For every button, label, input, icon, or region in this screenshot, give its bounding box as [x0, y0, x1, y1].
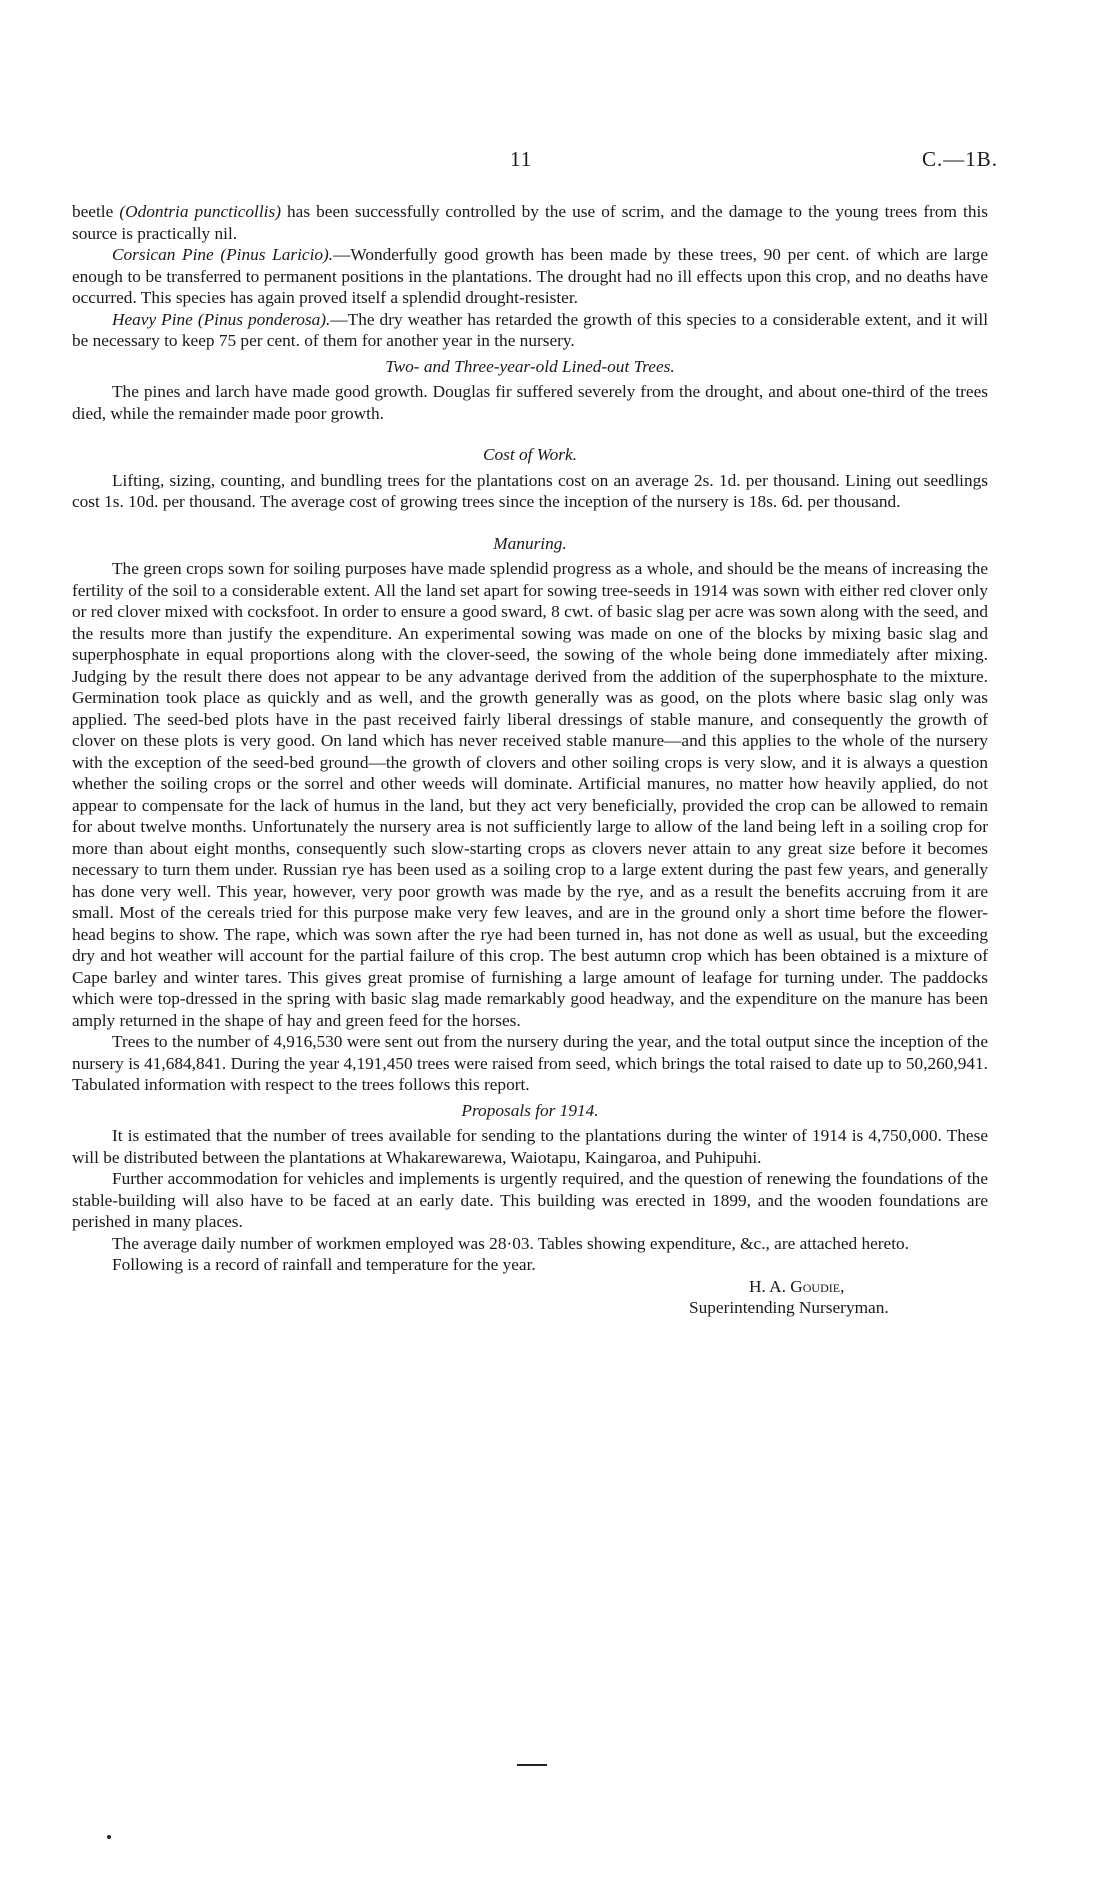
paragraph-lined-out: The pines and larch have made good growth. Douglas fir suffered severely from the drought, and about one-third of the trees died, while the remainder made poor growth.	[72, 382, 988, 423]
paragraph-corsican-pine: Corsican Pine (Pinus Laricio).—Wonderfully good growth has been made by these trees, 90 per cent. of which are large enough to be transferred to permanent positions in the plantations. The drought had no ill effects upon this crop, and no deaths have occurred. This species has again proved itself a splendid drought-resister.	[72, 245, 988, 307]
document-code: C.—1B.	[922, 147, 999, 171]
margin-mark	[107, 1835, 111, 1839]
paragraph-heavy-pine: Heavy Pine (Pinus ponderosa).—The dry weather has retarded the growth of this species to a considerable extent, and it will be necessary to keep 75 per cent. of them for another year in the nursery.	[72, 309, 988, 350]
signatory-name: H. A. Goudie,	[749, 1276, 845, 1296]
paragraph-manuring: The green crops sown for soiling purposes have made splendid progress as a whole, and should be the means of increasing the fertility of the soil to a considerable extent. All the land set apart for sowing tree-seeds in 1914 was sown with either red clover only or red clover mixed with cocksfoot. In order to ensure a good sward, 8 cwt. of basic slag per acre was sown along with the seed, and the results more than justify the expenditure. An experimental sowing was made on one of the blocks by mixing basic slag and superphosphate in equal proportions along with the clover-seed, the sowing of the whole being done immediately after mixing. Judging by the result there does not appear to be any advantage derived from the addition of the superphosphate to the mixture. Germination took place as quickly and as well, and the growth generally was as good, on the plots where basic slag only was applied. The seed-bed plots have in the past received fairly liberal dressings of stable manure, and consequently the growth of clover on these plots is very good. On land which has never received stable manure—and this applies to the whole of the nursery with the exception of the seed-bed ground—the growth of clovers and other soiling crops is very slow, and it is always a question whether the soiling crops or the sorrel and other weeds will dominate. Artificial manures, no matter how heavily applied, do not appear to compensate for the lack of humus in the land, but they act very beneficially, provided the crop can be allowed to remain for about twelve months. Unfortunately the nursery area is not sufficiently large to allow of the land being left in a soiling crop for more than about eight months, consequently such slow-starting crops as clovers never attain to any great size before it becomes necessary to turn them under. Russian rye has been used as a soiling crop to a large extent during the past few years, and generally has done very well. This year, however, very poor growth was made by the rye, and as a result the benefits accruing from it are small. Most of the cereals tried for this purpose make very few leaves, and are in the ground only a short time before the flower-head begins to show. The rape, which was sown after the rye had been turned in, has not done as well as usual, but the exceeding dry and hot weather will account for the partial failure of this crop. The best autumn crop which has been obtained is a mixture of Cape barley and winter tares. This gives great promise of furnishing a large amount of leafage for turning under. The paddocks which were top-dressed in the spring with basic slag made remarkably good headway, and the expenditure on the manure has been amply returned in the shape of hay and green feed for the horses.	[72, 559, 988, 1030]
paragraph-accommodation: Further accommodation for vehicles and implements is urgently required, and the question of renewing the foundations of the stable-building will also have to be faced at an early date. This building was erected in 1899, and the wooden foundations are perished in many places.	[72, 1169, 988, 1231]
section-heading-cost: Cost of Work.	[483, 445, 577, 464]
paragraph-cost: Lifting, sizing, counting, and bundling trees for the plantations cost on an average 2s. 1d. per thousand. Lining out seedlings cost 1s. 10d. per thousand. The average cost of growing trees since the inception of the nursery is 18s. 6d. per thousand.	[72, 470, 988, 511]
species-name: (Odontria puncticollis)	[119, 202, 281, 221]
section-heading-lined-out: Two- and Three-year-old Lined-out Trees.	[385, 356, 675, 376]
species-heading-corsican: Corsican Pine (Pinus Laricio).	[112, 245, 334, 264]
end-rule	[517, 1764, 547, 1766]
paragraph-rainfall: Following is a record of rainfall and temperature for the year.	[112, 1255, 536, 1274]
report-body	[72, 201, 988, 1319]
signature-block	[689, 1276, 988, 1319]
species-heading-heavy: Heavy Pine (Pinus ponderosa).	[112, 309, 331, 329]
signatory-title: Superintending Nurseryman.	[689, 1298, 889, 1317]
section-heading-proposals: Proposals for 1914.	[461, 1100, 599, 1120]
page-number: 11	[510, 147, 533, 171]
paragraph-estimate: It is estimated that the number of trees available for sending to the plantations during the winter of 1914 is 4,750,000. These will be distributed between the plantations at Whakarewarewa, Waiotapu, Kaingaroa, and Puhipuhi.	[72, 1126, 988, 1167]
paragraph-trees-sent: Trees to the number of 4,916,530 were sent out from the nursery during the year, and the total output since the inception of the nursery is 41,684,841. During the year 4,191,450 trees were raised from seed, which brings the total raised to date up to 50,260,941. Tabulated information with respect to the trees follows this report.	[72, 1032, 988, 1094]
paragraph-workmen: The average daily number of workmen employed was 28·03. Tables showing expenditure, &c., are attached hereto.	[112, 1233, 909, 1253]
paragraph-beetle: beetle (Odontria puncticollis) has been successfully controlled by the use of scrim, and the damage to the young trees from this source is practically nil.	[72, 202, 988, 243]
section-heading-manuring: Manuring.	[493, 533, 567, 553]
